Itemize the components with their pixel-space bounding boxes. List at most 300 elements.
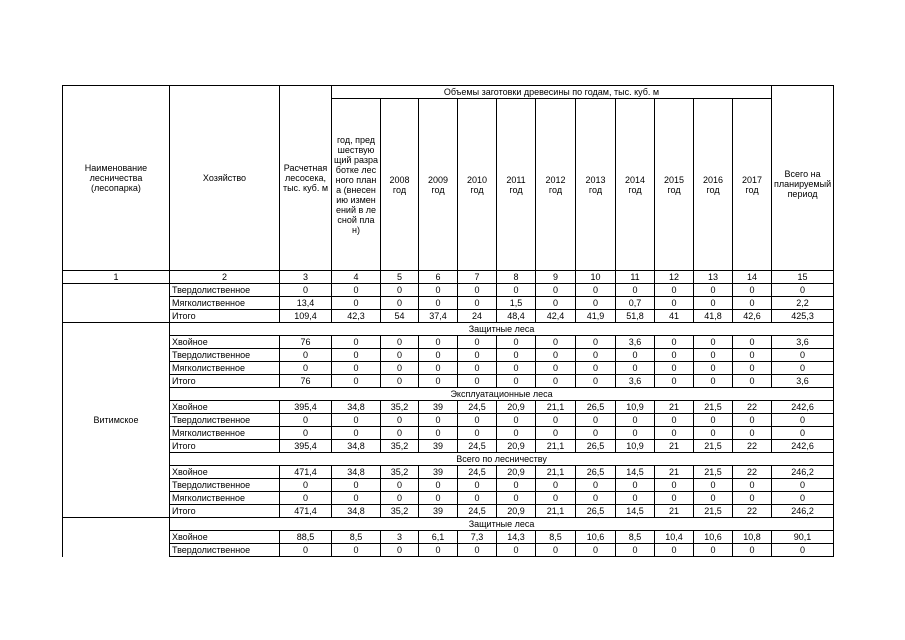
forestry-name-prev (63, 284, 170, 323)
value-cell: 0 (332, 336, 381, 349)
value-cell: 0 (733, 284, 772, 297)
farm-type: Итого (170, 310, 280, 323)
value-cell: 0 (772, 492, 834, 505)
value-cell: 0 (576, 479, 616, 492)
value-cell: 24 (458, 310, 497, 323)
value-cell: 0 (733, 492, 772, 505)
value-cell: 35,2 (381, 505, 419, 518)
value-cell: 0 (536, 427, 576, 440)
value-cell: 0 (332, 362, 381, 375)
farm-type: Хвойное (170, 466, 280, 479)
value-cell: 0 (381, 362, 419, 375)
value-cell: 1,5 (497, 297, 536, 310)
value-cell: 0 (381, 479, 419, 492)
column-number: 5 (381, 271, 419, 284)
value-cell: 471,4 (280, 505, 332, 518)
table-row (63, 310, 834, 323)
value-cell: 0 (616, 362, 655, 375)
value-cell: 0 (694, 375, 733, 388)
header-year: 2012 год (536, 99, 576, 271)
value-cell: 41,9 (576, 310, 616, 323)
value-cell: 0 (280, 492, 332, 505)
value-cell: 21 (655, 440, 694, 453)
value-cell: 20,9 (497, 401, 536, 414)
value-cell: 0 (332, 544, 381, 557)
value-cell: 14,5 (616, 505, 655, 518)
value-cell: 0 (536, 479, 576, 492)
value-cell: 0 (381, 492, 419, 505)
value-cell: 10,9 (616, 440, 655, 453)
value-cell: 0 (733, 427, 772, 440)
value-cell: 0 (381, 427, 419, 440)
value-cell: 90,1 (772, 531, 834, 544)
value-cell: 0 (458, 479, 497, 492)
header-year: 2016 год (694, 99, 733, 271)
value-cell: 39 (419, 401, 458, 414)
value-cell: 0 (497, 479, 536, 492)
value-cell: 0 (332, 427, 381, 440)
value-cell: 0 (576, 349, 616, 362)
table-row (63, 375, 834, 388)
table-row (63, 297, 834, 310)
farm-type: Мягколиственное (170, 427, 280, 440)
table-row (63, 362, 834, 375)
value-cell: 21,1 (536, 505, 576, 518)
value-cell: 39 (419, 505, 458, 518)
column-number: 15 (772, 271, 834, 284)
value-cell: 0 (772, 362, 834, 375)
value-cell: 0 (381, 297, 419, 310)
value-cell: 34,8 (332, 401, 381, 414)
value-cell: 21,1 (536, 440, 576, 453)
table-row (63, 505, 834, 518)
value-cell: 54 (381, 310, 419, 323)
table-row (63, 401, 834, 414)
value-cell: 0 (655, 427, 694, 440)
value-cell: 10,9 (616, 401, 655, 414)
value-cell: 0 (332, 414, 381, 427)
forestry-name: Витимское (63, 323, 170, 518)
table-row (63, 414, 834, 427)
value-cell: 3,6 (616, 336, 655, 349)
header-forestry-name: Наименование лесничества (лесопарка) (63, 86, 170, 271)
value-cell: 0 (772, 544, 834, 557)
header-year: 2011 год (497, 99, 536, 271)
value-cell: 0 (694, 479, 733, 492)
value-cell: 14,3 (497, 531, 536, 544)
column-number: 6 (419, 271, 458, 284)
value-cell: 24,5 (458, 505, 497, 518)
value-cell: 0 (733, 414, 772, 427)
forestry-name-next (63, 518, 170, 557)
value-cell: 0 (733, 297, 772, 310)
value-cell: 24,5 (458, 440, 497, 453)
value-cell: 0 (536, 284, 576, 297)
value-cell: 0 (655, 297, 694, 310)
value-cell: 21 (655, 505, 694, 518)
value-cell: 0 (655, 479, 694, 492)
value-cell: 48,4 (497, 310, 536, 323)
value-cell: 20,9 (497, 505, 536, 518)
value-cell: 8,5 (536, 531, 576, 544)
value-cell: 7,3 (458, 531, 497, 544)
value-cell: 0 (616, 479, 655, 492)
value-cell: 0 (694, 297, 733, 310)
value-cell: 35,2 (381, 466, 419, 479)
value-cell: 0 (733, 375, 772, 388)
value-cell: 0 (576, 492, 616, 505)
value-cell: 0 (536, 362, 576, 375)
table-row (63, 492, 834, 505)
header-total-top (772, 86, 834, 99)
value-cell: 39 (419, 440, 458, 453)
value-cell: 34,8 (332, 505, 381, 518)
value-cell: 76 (280, 375, 332, 388)
value-cell: 0 (458, 375, 497, 388)
value-cell: 0 (497, 492, 536, 505)
value-cell: 0 (616, 492, 655, 505)
value-cell: 42,3 (332, 310, 381, 323)
value-cell: 0 (655, 544, 694, 557)
value-cell: 0 (694, 492, 733, 505)
value-cell: 395,4 (280, 401, 332, 414)
section-title: Эксплуатационные леса (170, 388, 834, 401)
value-cell: 22 (733, 401, 772, 414)
value-cell: 0 (616, 427, 655, 440)
value-cell: 0 (458, 544, 497, 557)
value-cell: 0 (458, 427, 497, 440)
value-cell: 0 (497, 349, 536, 362)
value-cell: 0 (616, 544, 655, 557)
value-cell: 10,6 (694, 531, 733, 544)
value-cell: 0 (332, 375, 381, 388)
value-cell: 242,6 (772, 440, 834, 453)
column-number: 9 (536, 271, 576, 284)
value-cell: 0 (497, 414, 536, 427)
column-number: 11 (616, 271, 655, 284)
value-cell: 34,8 (332, 440, 381, 453)
value-cell: 0 (655, 375, 694, 388)
value-cell: 0 (616, 414, 655, 427)
value-cell: 41,8 (694, 310, 733, 323)
column-number: 2 (170, 271, 280, 284)
value-cell: 0 (576, 336, 616, 349)
value-cell: 10,8 (733, 531, 772, 544)
value-cell: 0 (419, 427, 458, 440)
value-cell: 0 (458, 284, 497, 297)
value-cell: 0 (458, 349, 497, 362)
value-cell: 88,5 (280, 531, 332, 544)
value-cell: 0 (381, 349, 419, 362)
value-cell: 22 (733, 466, 772, 479)
value-cell: 0 (381, 544, 419, 557)
value-cell: 0 (694, 414, 733, 427)
value-cell: 0 (381, 375, 419, 388)
value-cell: 37,4 (419, 310, 458, 323)
value-cell: 26,5 (576, 466, 616, 479)
value-cell: 0 (419, 414, 458, 427)
farm-type: Мягколиственное (170, 492, 280, 505)
value-cell: 0 (772, 479, 834, 492)
column-number: 4 (332, 271, 381, 284)
value-cell: 21,5 (694, 440, 733, 453)
table-row (63, 479, 834, 492)
value-cell: 21 (655, 466, 694, 479)
value-cell: 0 (381, 284, 419, 297)
header-year: 2014 год (616, 99, 655, 271)
value-cell: 0 (655, 284, 694, 297)
value-cell: 0 (694, 349, 733, 362)
section-title: Защитные леса (170, 518, 834, 531)
table-row (63, 466, 834, 479)
value-cell: 51,8 (616, 310, 655, 323)
farm-type: Твердолиственное (170, 349, 280, 362)
value-cell: 21,1 (536, 466, 576, 479)
value-cell: 0 (280, 427, 332, 440)
table-row (63, 531, 834, 544)
value-cell: 35,2 (381, 401, 419, 414)
value-cell: 0 (576, 414, 616, 427)
value-cell: 0 (419, 544, 458, 557)
column-number: 7 (458, 271, 497, 284)
value-cell: 0 (419, 492, 458, 505)
header-farm: Хозяйство (170, 86, 280, 271)
value-cell: 3,6 (772, 336, 834, 349)
value-cell: 0 (536, 414, 576, 427)
value-cell: 0 (536, 544, 576, 557)
value-cell: 0 (772, 349, 834, 362)
value-cell: 0 (655, 336, 694, 349)
value-cell: 0 (332, 297, 381, 310)
value-cell: 0 (655, 349, 694, 362)
value-cell: 0 (655, 362, 694, 375)
value-cell: 0 (694, 544, 733, 557)
value-cell: 0 (536, 349, 576, 362)
value-cell: 35,2 (381, 440, 419, 453)
value-cell: 0 (497, 427, 536, 440)
value-cell: 14,5 (616, 466, 655, 479)
value-cell: 0 (772, 284, 834, 297)
value-cell: 26,5 (576, 401, 616, 414)
value-cell: 425,3 (772, 310, 834, 323)
value-cell: 0 (576, 427, 616, 440)
value-cell: 242,6 (772, 401, 834, 414)
value-cell: 0 (280, 414, 332, 427)
value-cell: 0 (616, 349, 655, 362)
value-cell: 395,4 (280, 440, 332, 453)
value-cell: 3 (381, 531, 419, 544)
farm-type: Твердолиственное (170, 544, 280, 557)
value-cell: 34,8 (332, 466, 381, 479)
value-cell: 0 (280, 349, 332, 362)
value-cell: 0 (497, 375, 536, 388)
value-cell: 0 (419, 284, 458, 297)
value-cell: 0 (332, 349, 381, 362)
farm-type: Хвойное (170, 336, 280, 349)
value-cell: 0 (458, 492, 497, 505)
value-cell: 21,5 (694, 401, 733, 414)
value-cell: 0 (419, 349, 458, 362)
value-cell: 0 (280, 544, 332, 557)
value-cell: 0 (381, 336, 419, 349)
value-cell: 0 (419, 297, 458, 310)
value-cell: 0 (332, 479, 381, 492)
value-cell: 22 (733, 440, 772, 453)
section-title-row (63, 518, 834, 531)
value-cell: 0 (497, 544, 536, 557)
value-cell: 20,9 (497, 440, 536, 453)
value-cell: 8,5 (332, 531, 381, 544)
header-year: 2017 год (733, 99, 772, 271)
value-cell: 0 (576, 375, 616, 388)
column-numbers-row (63, 271, 834, 284)
table-row (63, 284, 834, 297)
value-cell: 0 (419, 479, 458, 492)
value-cell: 0 (458, 336, 497, 349)
value-cell: 0 (497, 362, 536, 375)
column-number: 8 (497, 271, 536, 284)
header-year: 2009 год (419, 99, 458, 271)
table-row (63, 336, 834, 349)
value-cell: 21,5 (694, 505, 733, 518)
header-total: Всего на планируемый период (772, 99, 834, 271)
value-cell: 42,6 (733, 310, 772, 323)
table-row (63, 544, 834, 557)
value-cell: 13,4 (280, 297, 332, 310)
header-year: 2008 год (381, 99, 419, 271)
value-cell: 39 (419, 466, 458, 479)
value-cell: 0,7 (616, 297, 655, 310)
value-cell: 21,5 (694, 466, 733, 479)
value-cell: 246,2 (772, 505, 834, 518)
value-cell: 0 (536, 297, 576, 310)
value-cell: 26,5 (576, 440, 616, 453)
value-cell: 0 (655, 492, 694, 505)
value-cell: 0 (419, 362, 458, 375)
value-cell: 26,5 (576, 505, 616, 518)
value-cell: 0 (694, 362, 733, 375)
value-cell: 3,6 (772, 375, 834, 388)
harvest-volume-table (62, 85, 834, 557)
value-cell: 0 (280, 284, 332, 297)
section-title-row (63, 323, 834, 336)
value-cell: 42,4 (536, 310, 576, 323)
column-number: 14 (733, 271, 772, 284)
value-cell: 24,5 (458, 401, 497, 414)
value-cell: 3,6 (616, 375, 655, 388)
farm-type: Твердолиственное (170, 414, 280, 427)
value-cell: 0 (694, 284, 733, 297)
value-cell: 0 (497, 284, 536, 297)
section-title: Защитные леса (170, 323, 834, 336)
value-cell: 0 (497, 336, 536, 349)
value-cell: 0 (280, 362, 332, 375)
header-year: 2010 год (458, 99, 497, 271)
value-cell: 0 (616, 284, 655, 297)
farm-type: Итого (170, 505, 280, 518)
value-cell: 0 (733, 349, 772, 362)
value-cell: 0 (772, 427, 834, 440)
header-harvest-group: Объемы заготовки древесины по годам, тыс. куб. м (332, 86, 772, 99)
value-cell: 0 (694, 427, 733, 440)
value-cell: 41 (655, 310, 694, 323)
header-year: 2015 год (655, 99, 694, 271)
value-cell: 0 (733, 336, 772, 349)
header-allowable-cut: Расчетная лесосека, тыс. куб. м (280, 86, 332, 271)
value-cell: 21 (655, 401, 694, 414)
value-cell: 471,4 (280, 466, 332, 479)
value-cell: 0 (576, 362, 616, 375)
value-cell: 0 (576, 284, 616, 297)
column-number: 12 (655, 271, 694, 284)
value-cell: 0 (536, 492, 576, 505)
value-cell: 21,1 (536, 401, 576, 414)
value-cell: 0 (332, 284, 381, 297)
value-cell: 0 (458, 362, 497, 375)
value-cell: 0 (733, 544, 772, 557)
farm-type: Твердолиственное (170, 479, 280, 492)
section-title: Всего по лесничеству (170, 453, 834, 466)
header-row-group (63, 86, 834, 99)
value-cell: 109,4 (280, 310, 332, 323)
value-cell: 2,2 (772, 297, 834, 310)
value-cell: 0 (458, 414, 497, 427)
value-cell: 0 (694, 336, 733, 349)
value-cell: 0 (419, 375, 458, 388)
farm-type: Итого (170, 440, 280, 453)
header-prev-year: год, предшествующий разработке лесного плана (внесению изменений в лесной план) (332, 99, 381, 271)
table-row (63, 427, 834, 440)
farm-type: Хвойное (170, 531, 280, 544)
value-cell: 22 (733, 505, 772, 518)
value-cell: 0 (655, 414, 694, 427)
value-cell: 0 (733, 362, 772, 375)
value-cell: 24,5 (458, 466, 497, 479)
value-cell: 76 (280, 336, 332, 349)
column-number: 1 (63, 271, 170, 284)
farm-type: Мягколиственное (170, 297, 280, 310)
value-cell: 0 (381, 414, 419, 427)
column-number: 13 (694, 271, 733, 284)
value-cell: 6,1 (419, 531, 458, 544)
header-year: 2013 год (576, 99, 616, 271)
farm-type: Итого (170, 375, 280, 388)
value-cell: 10,6 (576, 531, 616, 544)
value-cell: 0 (536, 336, 576, 349)
value-cell: 10,4 (655, 531, 694, 544)
farm-type: Хвойное (170, 401, 280, 414)
section-title-row (63, 388, 834, 401)
farm-type: Твердолиственное (170, 284, 280, 297)
value-cell: 0 (280, 479, 332, 492)
value-cell: 0 (536, 375, 576, 388)
value-cell: 246,2 (772, 466, 834, 479)
value-cell: 0 (576, 297, 616, 310)
value-cell: 0 (576, 544, 616, 557)
value-cell: 0 (733, 479, 772, 492)
column-number: 3 (280, 271, 332, 284)
column-number: 10 (576, 271, 616, 284)
value-cell: 0 (772, 414, 834, 427)
value-cell: 20,9 (497, 466, 536, 479)
value-cell: 0 (458, 297, 497, 310)
value-cell: 8,5 (616, 531, 655, 544)
table-body (63, 86, 834, 557)
value-cell: 0 (419, 336, 458, 349)
table-row (63, 440, 834, 453)
farm-type: Мягколиственное (170, 362, 280, 375)
table-row (63, 349, 834, 362)
